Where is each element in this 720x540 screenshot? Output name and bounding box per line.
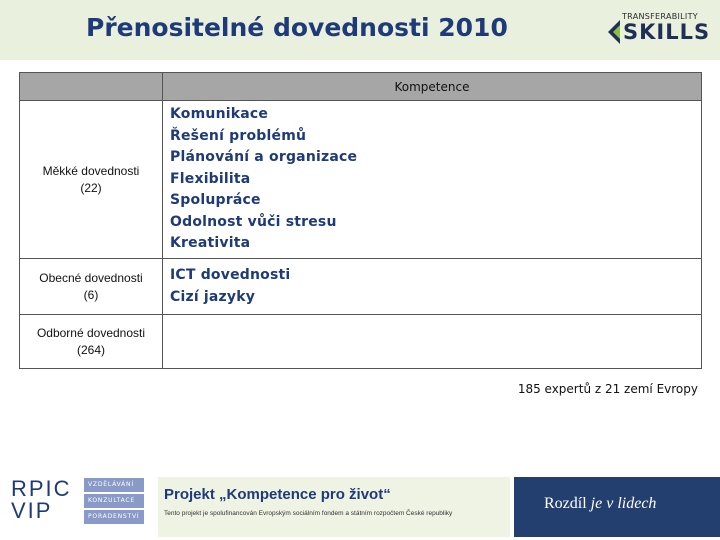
project-title: Projekt „Kompetence pro život“ (164, 486, 391, 503)
experts-note: 185 expertů z 21 zemí Evropy (517, 382, 698, 396)
soft-skills-list (163, 101, 702, 259)
row-label-text: Obecné dovednosti (39, 270, 143, 285)
page-title: Přenositelné dovednosti 2010 (86, 13, 508, 42)
slogan-word: Rozdíl (544, 495, 587, 512)
general-skills-list (163, 259, 702, 315)
footer (0, 464, 720, 540)
project-box (158, 477, 510, 537)
list-item: Kreativita (170, 235, 251, 252)
rpic-badges (84, 478, 144, 526)
competence-table (19, 72, 702, 369)
rpic-logo-line1: RPIC (11, 476, 72, 501)
row-label-soft-skills (20, 101, 163, 259)
row-label-professional-skills (20, 315, 163, 369)
list-item: Spolupráce (170, 192, 261, 209)
slogan (544, 495, 656, 513)
table-header-blank (20, 73, 163, 101)
list-item: ICT dovednosti (170, 267, 291, 283)
badge-advisory: PORADENSTVÍ (84, 510, 144, 524)
badge-consulting: KONZULTACE (84, 494, 144, 508)
table-row (20, 259, 702, 315)
badge-education: VZDĚLÁVÁNÍ (84, 478, 144, 492)
table-row (20, 101, 702, 259)
logo-mark-icon (608, 20, 620, 44)
transferability-skills-logo (608, 12, 711, 46)
logo-main-text: SKILLS (623, 20, 711, 44)
rpic-logo-line2: VIP (11, 498, 53, 523)
table-column-header: Kompetence (163, 73, 702, 101)
professional-skills-list (163, 315, 702, 369)
slogan-emphasis: je v lidech (590, 495, 657, 512)
row-label-text: Měkké dovednosti (42, 163, 140, 178)
table-row (20, 315, 702, 369)
rpic-vip-logo (11, 478, 73, 528)
row-label-count: (22) (80, 180, 102, 195)
logo-small-text: TRANSFERABILITY (622, 12, 698, 21)
slogan-box (514, 477, 720, 537)
list-item: Plánování a organizace (170, 149, 358, 166)
list-item: Odolnost vůči stresu (170, 213, 337, 230)
row-label-text: Odborné dovednosti (36, 325, 146, 340)
list-item: Komunikace (170, 106, 269, 123)
row-label-count: (6) (83, 287, 99, 302)
table-header-row (20, 73, 702, 101)
list-item: Řešení problémů (170, 127, 307, 144)
row-label-count: (264) (76, 342, 105, 357)
row-label-general-skills (20, 259, 163, 315)
list-item: Flexibilita (170, 170, 251, 187)
project-funding-note: Tento projekt je spolufinancován Evropským sociálním fondem a státním rozpočtem České republiky (164, 510, 453, 517)
list-item: Cizí jazyky (170, 288, 256, 305)
